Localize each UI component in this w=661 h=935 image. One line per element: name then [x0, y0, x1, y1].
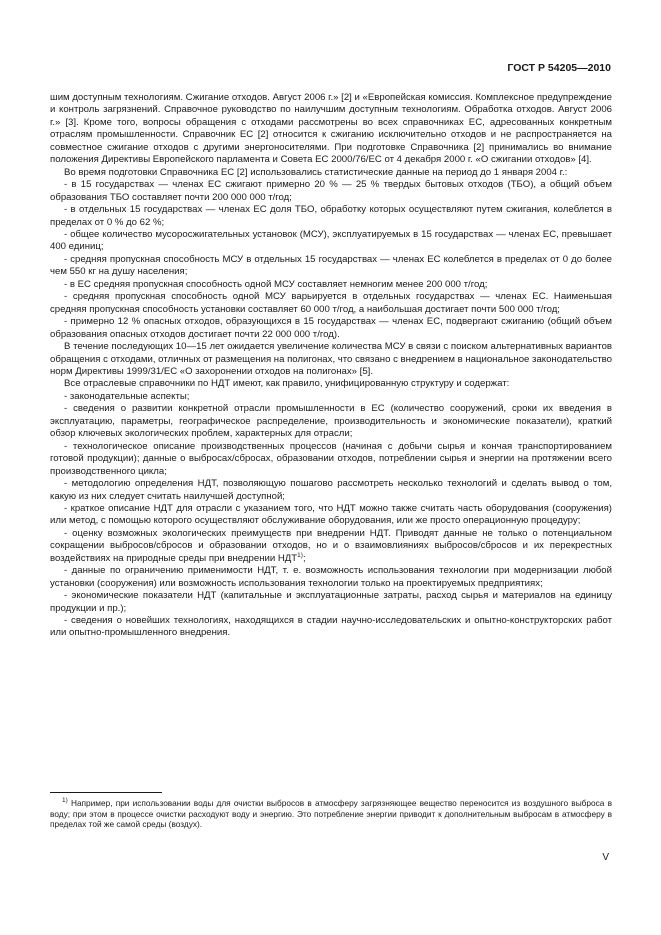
- list-item: - экономические показатели НДТ (капитальные и эксплуатационные затраты, расход сырья и материалов на единицу продукции и пр.);: [50, 590, 612, 614]
- document-code: ГОСТ Р 54205—2010: [507, 62, 611, 74]
- list-item-end: ;: [302, 552, 306, 564]
- statistics-list: [50, 179, 612, 341]
- list-item: - сведения о новейших технологиях, находящихся в стадии научно-исследовательских и опытно-конструкторских работ или опытно-промышленного внедрения.: [50, 615, 612, 639]
- main-text: [50, 92, 612, 640]
- footnote-marker: 1): [62, 797, 68, 804]
- paragraph-statistics-intro: Во время подготовки Справочника ЕС [2] использовались статистические данные на период до 1 января 2004 г.:: [64, 166, 568, 178]
- list-item: [50, 528, 612, 565]
- list-item: - технологическое описание производственных процессов (начиная с добычи сырья и кончая транспортированием готовой продукции); данные о выбросах/сбросах, образовании отходов, потреблении сырья и энергии на протяжении всего производственного цикла;: [50, 440, 612, 477]
- paragraph-structure-intro: Все отраслевые справочники по НДТ имеют, как правило, унифицированную структуру и содержат:: [64, 378, 510, 390]
- list-item: - краткое описание НДТ для отрасли с указанием того, что НДТ можно также считать часть оборудования (сооружения) или метод, с помощью которого осуществляют обслуживание оборудования, или же просто операционную процедуру;: [50, 502, 612, 527]
- list-item: - в 15 государствах — членах ЕС сжигают примерно 20 % — 25 % твердых бытовых отходов (ТБО), а общий объем образования ТБО составляет почти 200 000 000 т/год;: [50, 179, 612, 203]
- list-item: - методологию определения НДТ, позволяющую пошагово рассмотреть несколько технологий и сделать вывод о том, какую из них следует считать наилучшей доступной;: [50, 478, 612, 502]
- list-item: - средняя пропускная способность одной МСУ варьируется в отдельных государствах — членах ЕС. Наименьшая средняя пропускная способность установки составляет 60 000 т/год, а наибольшая достигает почти 500 000 т/год;: [50, 291, 612, 315]
- list-item-text: - оценку возможных экологических преимуществ при внедрении НДТ. Приводят данные не только о потенциальном сокращении выбросов/сбросов и образовании отходов, но и о взаимовлияниях выбросов/сбросов и их перекрестных воздействиях на природные среды при внедрении НДТ: [50, 527, 612, 564]
- list-item: - сведения о развитии конкретной отрасли промышленности в ЕС (количество сооружений, сроки их введения в эксплуатацию, параметры, географическое распределение, производительность и экономические показатели), краткий обзор ключевых экологических проблем, характерных для отрасли;: [50, 403, 612, 440]
- structure-list: [50, 391, 612, 640]
- paragraph-continuation: шим доступным технологиям. Сжигание отходов. Август 2006 г.» [2] и «Европейская комиссия. Комплексное предупреждение и контроль загрязнений. Справочное руководство по наилучшим доступным технологиям. Обработка отходов. Август 2006 г.» [3]. Кроме того, вопросы обращения с отходами рассмотрены во всех справочниках ЕС, адресованных конкретным отраслям промышленности. Справочник ЕС [2] относится к сжиганию исключительно отходов и не распространяется на совместное сжигание отходов с другими энергоносителями. При подготовке Справочника [2] принимались во внимание положения Директивы Европейского парламента и Совета ЕС 2000/76/ЕС от 4 декабря 2000 г. «О сжигании отходов» [4].: [50, 92, 612, 166]
- footnote-text: Например, при использовании воды для очистки выбросов в атмосферу загрязняющее вещество переносится из воздушного выброса в воду; при этом в процессе очистки расходуют воду и энергию. Это потребление энергии приводит к дополнительным выбросам в атмосферу в пределах той же самой среды (воздух).: [50, 798, 612, 830]
- footnote-reference[interactable]: 1): [297, 551, 303, 559]
- list-item: - в ЕС средняя пропускная способность одной МСУ составляет немногим менее 200 000 т/год;: [64, 278, 488, 290]
- list-item: - законодательные аспекты;: [64, 390, 190, 402]
- list-item: - примерно 12 % опасных отходов, образующихся в 15 государствах — членах ЕС, подвергают сжиганию (общий объем образования опасных отходов достигает почти 22 000 000 т/год).: [50, 316, 612, 340]
- footnote: [50, 798, 612, 830]
- footnote-divider: [50, 792, 162, 793]
- list-item: - данные по ограничению применимости НДТ, т. е. возможность использования технологии при модернизации любой установки (сооружения) или возможность использования технологии только на проектируемых предприятиях;: [50, 565, 612, 589]
- list-item: - средняя пропускная способность МСУ в отдельных 15 государствах — членах ЕС колеблется в пределах от 0 до более чем 550 кг на душу населения;: [50, 253, 612, 278]
- page-number: V: [602, 852, 609, 863]
- list-item: - в отдельных 15 государствах — членах ЕС доля ТБО, обработку которых осуществляют путем сжигания, колеблется в пределах от 0 % до 62 %;: [50, 204, 612, 228]
- paragraph-forecast: В течение последующих 10—15 лет ожидается увеличение количества МСУ в связи с поиском альтернативных вариантов обращения с отходами, отличных от размещения на полигонах, что связано с внедрением в национальное законодательство норм Директивы 1999/31/ЕС «О захоронении отходов на полигонах» [5].: [50, 341, 612, 377]
- list-item: - общее количество мусоросжигательных установок (МСУ), эксплуатируемых в 15 государствах — членах ЕС, превышает 400 единиц;: [50, 228, 612, 253]
